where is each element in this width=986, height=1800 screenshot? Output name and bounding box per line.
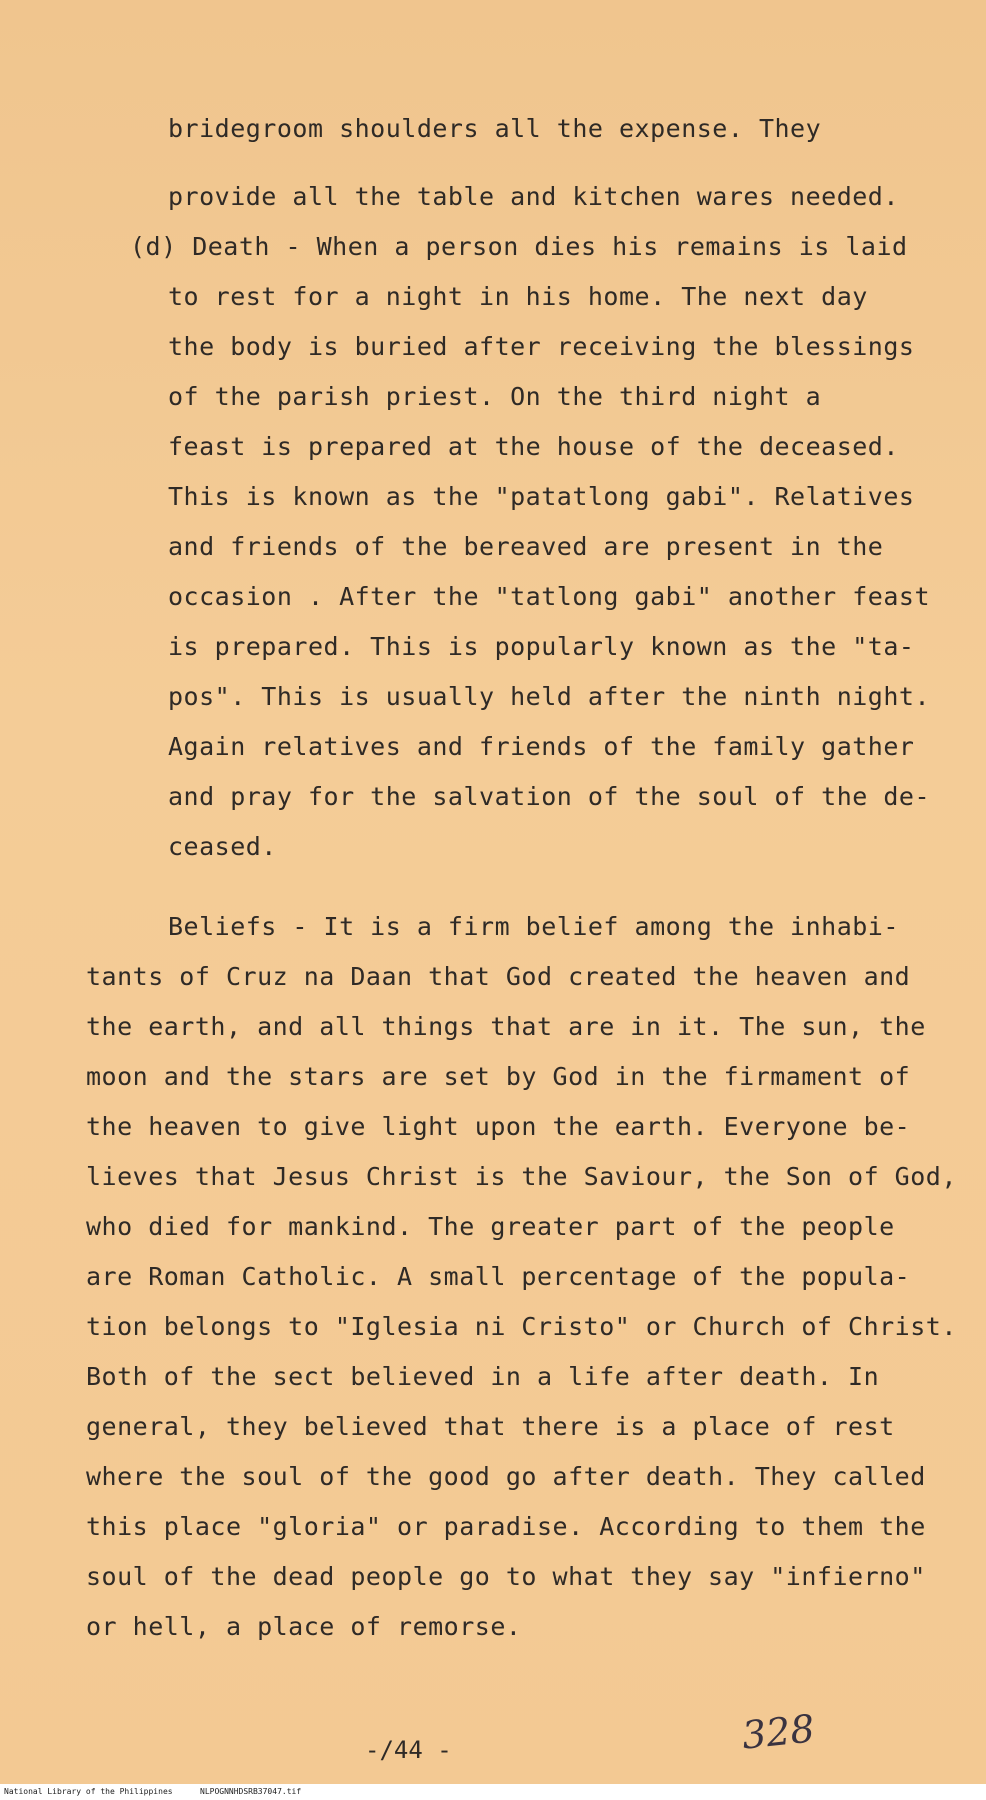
handwritten-folio-number: 328 [739, 1706, 817, 1758]
footer-source-label: National Library of the Philippines [4, 1787, 173, 1796]
text-line: to rest for a night in his home. The next day [168, 282, 868, 311]
text-line: where the soul of the good go after death. They called [86, 1462, 926, 1491]
text-line: of the parish priest. On the third night a [168, 382, 822, 411]
text-line: are Roman Catholic. A small percentage of the popula- [86, 1262, 911, 1291]
text-line: tion belongs to "Iglesia ni Cristo" or Church of Christ. [86, 1312, 957, 1341]
page-number: -/44 - [365, 1736, 452, 1764]
text-line: the body is buried after receiving the blessings [168, 332, 915, 361]
text-line: Both of the sect believed in a life after death. In [86, 1362, 880, 1391]
text-line: provide all the table and kitchen wares needed. [168, 182, 899, 211]
text-line: the heaven to give light upon the earth. Everyone be- [86, 1112, 911, 1141]
text-line: is prepared. This is popularly known as the "ta- [168, 632, 915, 661]
text-line: bridegroom shoulders all the expense. They [168, 114, 822, 143]
text-line: feast is prepared at the house of the deceased. [168, 432, 899, 461]
text-line: ceased. [168, 832, 277, 861]
text-line: this place "gloria" or paradise. According to them the [86, 1512, 926, 1541]
text-line: who died for mankind. The greater part of the people [86, 1212, 895, 1241]
text-line: soul of the dead people go to what they say "infierno" [86, 1562, 926, 1591]
text-line: general, they believed that there is a place of rest [86, 1412, 895, 1441]
text-line: lieves that Jesus Christ is the Saviour, the Son of God, [86, 1162, 957, 1191]
text-line: and friends of the bereaved are present in the [168, 532, 884, 561]
text-line: (d) Death - When a person dies his remains is laid [130, 232, 908, 261]
text-line: and pray for the salvation of the soul of the de- [168, 782, 931, 811]
text-line: Again relatives and friends of the family gather [168, 732, 915, 761]
text-line: tants of Cruz na Daan that God created the heaven and [86, 962, 911, 991]
text-line: or hell, a place of remorse. [86, 1612, 522, 1641]
footer-filename: NLPOGNNHDSRB37047.tif [200, 1787, 302, 1796]
text-line: occasion . After the "tatlong gabi" another feast [168, 582, 931, 611]
text-line: pos". This is usually held after the ninth night. [168, 682, 931, 711]
text-line: moon and the stars are set by God in the firmament of [86, 1062, 911, 1091]
text-line: the earth, and all things that are in it. The sun, the [86, 1012, 926, 1041]
text-line: This is known as the "patatlong gabi". Relatives [168, 482, 915, 511]
text-line: Beliefs - It is a firm belief among the inhabi- [168, 912, 899, 941]
